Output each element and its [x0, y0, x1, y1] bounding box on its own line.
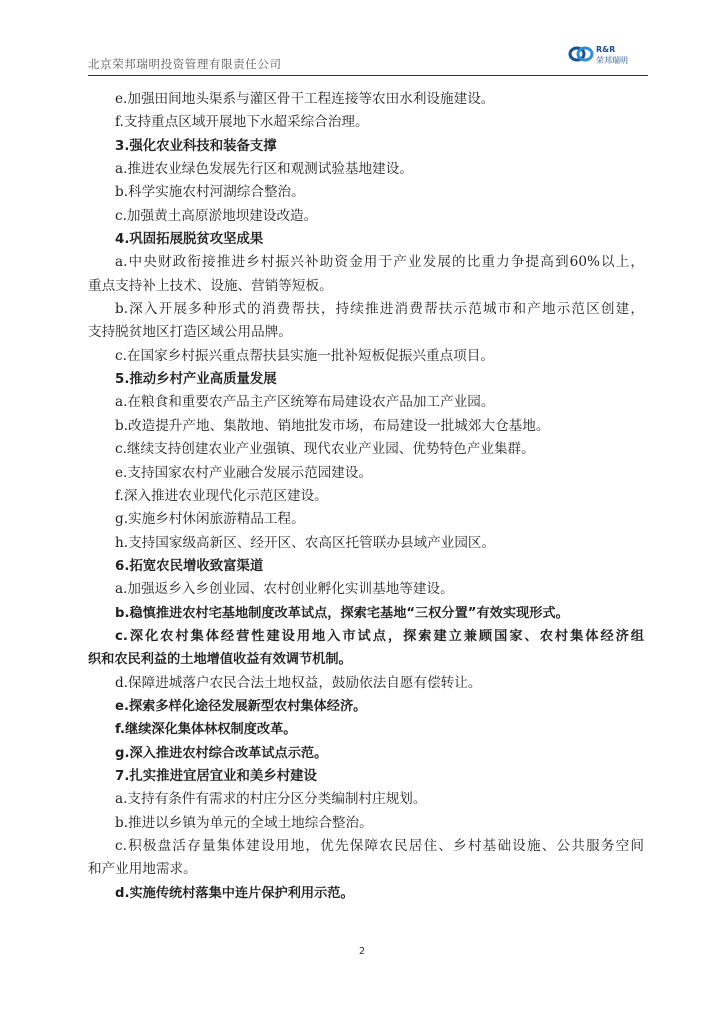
- list-item-continuation: 和产业用地需求。: [88, 861, 197, 878]
- page-number: 2: [358, 946, 366, 957]
- list-item: f.深入推进农业现代化示范区建设。: [115, 487, 328, 504]
- header-divider: [88, 75, 648, 76]
- list-item-continuation: 支持脱贫地区打造区域公用品牌。: [88, 324, 292, 341]
- list-item: d.保障进城落户农民合法土地权益，鼓励依法自愿有偿转让。: [115, 674, 482, 691]
- section-heading: 5.推动乡村产业高质量发展: [115, 372, 277, 388]
- section-heading: 7.扎实推进宜居宜业和美乡村建设: [115, 768, 317, 784]
- list-item: a.加强返乡入乡创业园、农村创业孵化实训基地等建设。: [115, 581, 454, 598]
- list-item: a.中央财政衔接推进乡村振兴补助资金用于产业发展的比重力争提高到60%以上，: [115, 254, 644, 271]
- list-item-bold-continuation: 织和农民利益的土地增值收益有效调节机制。: [88, 652, 352, 668]
- list-item-continuation: 重点支持补上技术、设施、营销等短板。: [88, 277, 333, 294]
- list-item: c.继续支持创建农业产业强镇、现代农业产业园、优势特色产业集群。: [115, 441, 535, 458]
- list-item: b.科学实施农村河湖综合整治。: [115, 184, 305, 201]
- list-item: b.深入开展多种形式的消费帮扶，持续推进消费帮扶示范城市和产地示范区创建，: [115, 301, 644, 318]
- list-item-bold: c.深化农村集体经营性建设用地入市试点，探索建立兼顾国家、农村集体经济组: [115, 628, 644, 644]
- logo-brand-text: 荣邦瑞明: [596, 56, 628, 65]
- company-name: 北京荣邦瑞明投资管理有限责任公司: [88, 57, 282, 71]
- list-item: g.实施乡村休闲旅游精品工程。: [115, 511, 305, 528]
- list-item-bold: f.继续深化集体林权制度改革。: [115, 722, 297, 738]
- list-item-bold: g.深入推进农村综合改革试点示范。: [115, 745, 328, 761]
- document-body: [88, 88, 644, 905]
- list-item: e.支持国家农村产业融合发展示范园建设。: [115, 464, 373, 481]
- list-item: f.支持重点区域开展地下水超采综合治理。: [115, 114, 369, 131]
- list-item: b.推进以乡镇为单元的全域土地综合整治。: [115, 814, 373, 831]
- logo-rings-icon: [568, 44, 594, 64]
- section-heading: 4.巩固拓展脱贫攻坚成果: [115, 232, 264, 248]
- page-header: [88, 40, 648, 74]
- list-item: h.支持国家级高新区、经开区、农高区托管联办县域产业园区。: [115, 534, 496, 551]
- list-item: b.改造提升产地、集散地、销地批发市场，布局建设一批城郊大仓基地。: [115, 417, 550, 434]
- list-item: a.支持有条件有需求的村庄分区分类编制村庄规划。: [115, 791, 427, 808]
- list-item: e.加强田间地头渠系与灌区骨干工程连接等农田水利设施建设。: [115, 91, 495, 107]
- list-item-bold: b.稳慎推进农村宅基地制度改革试点，探索宅基地“三权分置”有效实现形式。: [115, 605, 569, 621]
- list-item-bold: d.实施传统村落集中连片保护利用示范。: [115, 885, 354, 901]
- list-item: c.加强黄土高原淤地坝建设改造。: [115, 207, 318, 224]
- list-item: a.在粮食和重要农产品主产区统筹布局建设农产品加工产业园。: [115, 394, 495, 411]
- section-heading: 3.强化农业科技和装备支撑: [115, 138, 277, 154]
- section-heading: 6.拓宽农民增收致富渠道: [115, 558, 264, 574]
- logo-mark-text: R&R: [596, 45, 616, 54]
- list-item: a.推进农业绿色发展先行区和观测试验基地建设。: [115, 161, 413, 178]
- list-item-bold: e.探索多样化途径发展新型农村集体经济。: [115, 698, 367, 714]
- company-logo: [568, 42, 640, 70]
- list-item: c.在国家乡村振兴重点帮扶县实施一批补短板促振兴重点项目。: [115, 347, 494, 364]
- list-item: c.积极盘活存量集体建设用地，优先保障农民居住、乡村基础设施、公共服务空间: [115, 838, 644, 854]
